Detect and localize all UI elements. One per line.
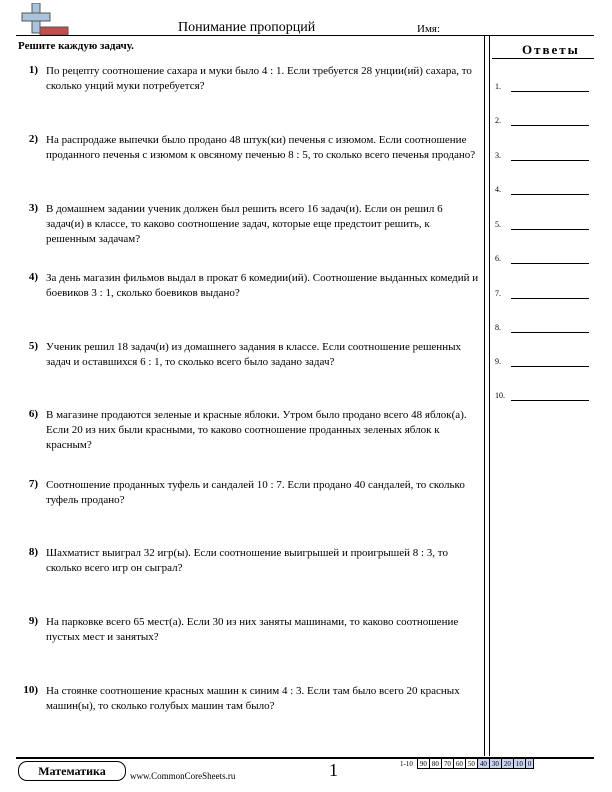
- problem-text: Шахматист выиграл 32 игр(ы). Если соотношение выигрышей и проигрышей 8 : 3, то сколько всего игр он сыграл?: [46, 547, 448, 574]
- answer-line-8[interactable]: [495, 321, 595, 335]
- logo: [18, 3, 70, 37]
- page-title: Понимание пропорций: [178, 20, 316, 35]
- score-cell: 0: [525, 759, 534, 769]
- answer-line-4[interactable]: [495, 183, 595, 197]
- problem-number: 7): [28, 478, 38, 490]
- problem-text: За день магазин фильмов выдал в прокат 6 комедии(ий). Соотношение выданных комедий и боевиков 3 : 1, сколько боевиков выдано?: [46, 272, 479, 299]
- problem-number: 3): [28, 202, 38, 214]
- column-divider: [489, 36, 490, 756]
- problem-number: 2): [28, 133, 38, 145]
- problem-number: 4): [28, 271, 38, 283]
- answer-line-1[interactable]: [495, 80, 595, 94]
- answer-line-5[interactable]: [495, 218, 595, 232]
- answer-line-3[interactable]: [495, 149, 595, 163]
- problem-text: На парковке всего 65 мест(а). Если 30 из них заняты машинами, то каково соотношение пустых мест и занятых?: [46, 616, 459, 643]
- answer-number: 5.: [495, 220, 501, 229]
- problem-text: По рецепту соотношение сахара и муки было 4 : 1. Если требуется 28 унции(ий) сахара, то сколько унций муки потребуется?: [46, 65, 472, 92]
- answer-line-9[interactable]: [495, 355, 595, 369]
- problem-number: 6): [28, 408, 38, 420]
- answer-number: 7.: [495, 289, 501, 298]
- instructions: Решите каждую задачу.: [18, 40, 134, 52]
- answer-blank[interactable]: [511, 91, 589, 92]
- problem-number: 1): [28, 64, 38, 76]
- score-cell: 50: [465, 759, 477, 769]
- answer-blank[interactable]: [511, 194, 589, 195]
- answer-blank[interactable]: [511, 263, 589, 264]
- answer-number: 3.: [495, 151, 501, 160]
- score-cell: 70: [441, 759, 453, 769]
- problem-text: В домашнем задании ученик должен был решить всего 16 задач(и). Если он решил 6 задач(и) в классе, то каково соотношение задач, которые еще предстоит решить, к решенным задачам?: [46, 203, 443, 245]
- column-divider: [484, 36, 485, 756]
- problem-text: Ученик решил 18 задач(и) из домашнего задания в классе. Если соотношение решенных задач и оставшихся 6 : 1, то сколько всего было задано задач?: [46, 341, 461, 368]
- answer-number: 6.: [495, 254, 501, 263]
- answer-blank[interactable]: [511, 400, 589, 401]
- answer-number: 4.: [495, 185, 501, 194]
- score-cell: 40: [477, 759, 489, 769]
- problem-text: На распродаже выпечки было продано 48 штук(ки) печенья с изюмом. Если соотношение проданного печенья с изюмом к овсяному печенью 8 : 5, то сколько всего печенья продано?: [46, 134, 476, 161]
- answer-number: 8.: [495, 323, 501, 332]
- answer-blank[interactable]: [511, 125, 589, 126]
- answers-divider: [492, 58, 594, 59]
- problem-number: 8): [28, 546, 38, 558]
- answers-title: Ответы: [522, 42, 580, 57]
- problem-text: В магазине продаются зеленые и красные яблоки. Утром было продано всего 48 яблок(а). Если 20 из них были красными, то каково соотношение проданных зеленых яблок к красным?: [46, 409, 467, 451]
- score-cell: 80: [429, 759, 441, 769]
- problem-number: 10): [23, 684, 38, 696]
- answer-line-2[interactable]: [495, 114, 595, 128]
- page-number: 1: [329, 760, 338, 780]
- answer-line-10[interactable]: [495, 389, 595, 403]
- name-label: Имя:: [417, 23, 441, 35]
- answer-line-6[interactable]: [495, 252, 595, 266]
- answer-blank[interactable]: [511, 298, 589, 299]
- answer-blank[interactable]: [511, 160, 589, 161]
- score-range-label: 1-10: [400, 759, 413, 768]
- score-cell: 90: [417, 759, 429, 769]
- answer-blank[interactable]: [511, 332, 589, 333]
- score-cell: 20: [501, 759, 513, 769]
- answer-blank[interactable]: [511, 366, 589, 367]
- answer-number: 2.: [495, 116, 501, 125]
- answer-number: 1.: [495, 82, 501, 91]
- answer-blank[interactable]: [511, 229, 589, 230]
- score-table: [398, 758, 534, 769]
- score-cell: 60: [453, 759, 465, 769]
- site-url: www.CommonCoreSheets.ru: [130, 771, 236, 781]
- problem-number: 9): [28, 615, 38, 627]
- problem-text: На стоянке соотношение красных машин к синим 4 : 3. Если там было всего 20 красных машин(ы), то сколько голубых машин там было?: [46, 685, 460, 712]
- subject-badge: Математика: [18, 761, 126, 781]
- answer-number: 9.: [495, 357, 501, 366]
- answer-number: 10.: [495, 391, 505, 400]
- score-cell: 10: [513, 759, 525, 769]
- answer-line-7[interactable]: [495, 287, 595, 301]
- header-divider: [16, 35, 594, 36]
- score-cell: 30: [489, 759, 501, 769]
- problem-text: Соотношение проданных туфель и сандалей 10 : 7. Если продано 40 сандалей, то сколько туфель продано?: [46, 479, 465, 506]
- problem-number: 5): [28, 340, 38, 352]
